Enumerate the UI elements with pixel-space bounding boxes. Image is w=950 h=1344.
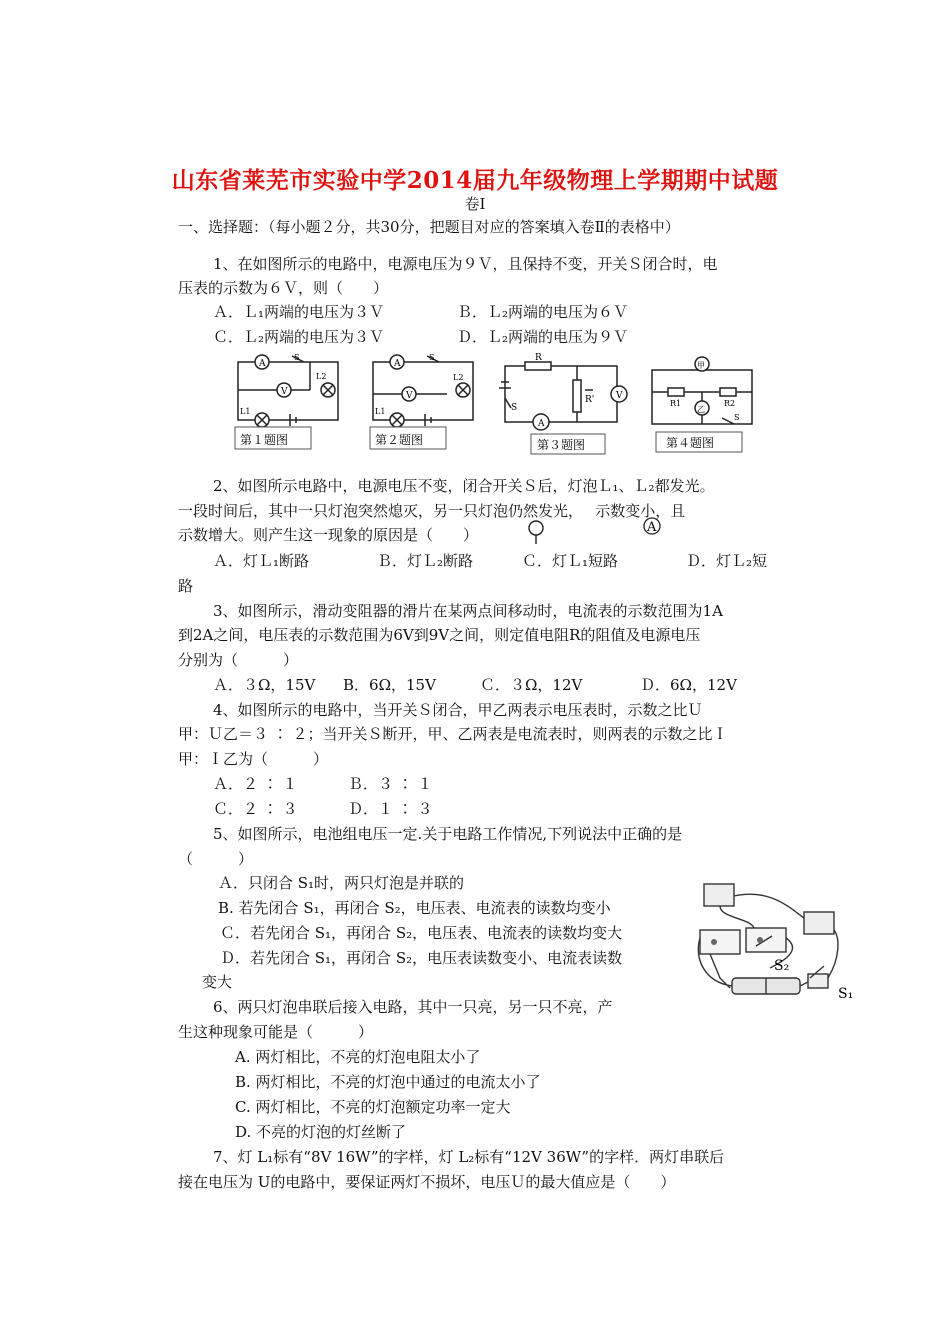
q4-option-d: Ｄ．１ ∶ ３ [348,800,433,818]
svg-text:A: A [394,359,401,369]
svg-text:A: A [538,419,545,429]
svg-text:R1: R1 [670,399,682,408]
q5-option-a: Ａ．只闭合 S₁时，两只灯泡是并联的 [218,874,465,892]
svg-text:R: R [535,353,542,363]
figure-3-label: 第３题图 [537,438,586,452]
q6-option-d: D. 不亮的灯泡的灯丝断了 [235,1123,407,1141]
q6-option-b: B. 两灯相比，不亮的灯泡中通过的电流太小了 [235,1073,541,1091]
svg-text:A: A [647,520,657,535]
q2-option-d-cont: 路 [178,577,194,595]
volume-label: 卷Ⅰ [464,195,486,213]
q6-line2: 生这种现象可能是（ ） [178,1023,374,1041]
svg-text:甲: 甲 [697,361,705,370]
svg-text:L1: L1 [375,407,386,416]
q4-line2: 甲：Ｕ乙＝３ ∶ ２；当开关Ｓ断开，甲、乙两表是电流表时，则两表的示数之比Ｉ [178,725,728,743]
q7-line2: 接在电压为 U的电路中，要保证两灯不损坏，电压Ｕ的最大值应是（ ） [178,1173,676,1191]
svg-text:L2: L2 [453,373,464,382]
figure-5-s1-label: S₁ [838,986,854,1002]
q6-option-a: A. 两灯相比，不亮的灯泡电阻太小了 [235,1048,481,1066]
ammeter-icon [642,516,662,536]
figure-1-label: 第１题图 [240,433,289,447]
svg-text:S: S [734,413,740,422]
q4-option-c: Ｃ．２ ∶ ３ [213,800,298,818]
q5-option-c: Ｃ．若先闭合 S₁，再闭合 S₂，电压表、电流表的读数均变大 [220,924,623,942]
q4-option-b: Ｂ．３ ∶ １ [348,775,433,793]
svg-text:V: V [281,387,288,397]
q6-line1: 6、两只灯泡串联后接入电路，其中一只亮，另一只不亮，产 [213,998,613,1016]
svg-text:S: S [429,353,435,362]
q6-option-c: C. 两灯相比，不亮的灯泡额定功率一定大 [235,1098,511,1116]
q5-line1: 5、如图所示，电池组电压一定.关于电路工作情况,下列说法中正确的是 [213,825,683,843]
voltmeter-bulb-icon [526,518,546,546]
q7-line1: 7、灯 L₁标有“8V 16W”的字样，灯 L₂标有“12V 36W”的字样．两灯串联后 [213,1148,725,1166]
q2-line1: 2、如图所示电路中，电源电压不变，闭合开关Ｓ后，灯泡Ｌ₁、Ｌ₂都发光。 [213,477,715,495]
q2-option-c: Ｃ．灯Ｌ₁短路 [522,552,619,570]
figure-2-label: 第２题图 [375,433,424,447]
figure-5-s2-label: S₂ [774,958,790,974]
svg-text:S: S [511,403,518,413]
page-title: 山东省莱芜市实验中学2014届九年级物理上学期期中试题 [171,167,779,194]
svg-text:V: V [406,391,413,401]
q2-option-b: Ｂ．灯Ｌ₂断路 [377,552,474,570]
svg-text:A: A [259,359,266,369]
q1-line1: 1、在如图所示的电路中，电源电压为９Ｖ，且保持不变，开关Ｓ闭合时，电 [213,255,718,273]
q3-line2: 到2A之间，电压表的示数范围为6V到9V之间，则定值电阻R的阻值及电源电压 [178,626,701,644]
figure-4-circuit [648,354,758,454]
figure-5-circuit [690,878,862,1010]
q3-option-a: Ａ．３Ω，15V [213,676,316,694]
q3-option-c: Ｃ．３Ω，12V [480,676,583,694]
svg-text:L2: L2 [316,372,327,381]
q5-line2: （ ） [178,850,254,868]
q1-option-c: Ｃ．Ｌ₂两端的电压为３Ｖ [213,328,385,346]
q2-line2: 一段时间后，其中一只灯泡突然熄灭，另一只灯泡仍然发光， 示数变小，且 [178,502,686,520]
q3-line1: 3、如图所示，滑动变阻器的滑片在某两点间移动时，电流表的示数范围为1A [213,602,723,620]
svg-text:V: V [616,391,623,401]
figure-3-circuit [497,350,631,455]
q1-line2: 压表的示数为６Ｖ，则（ ） [178,279,389,297]
svg-text:R2: R2 [724,399,736,408]
q3-option-b: B．6Ω，15V [343,676,436,694]
q2-option-d: Ｄ．灯Ｌ₂短 [686,552,768,570]
q4-line3: 甲：Ｉ乙为（ ） [178,750,329,768]
q5-option-b: B. 若先闭合 S₁，再闭合 S₂，电压表、电流表的读数均变小 [218,899,611,917]
q1-option-a: Ａ．Ｌ₁两端的电压为３Ｖ [213,303,385,321]
q3-option-d: Ｄ．6Ω，12V [640,676,737,694]
q5-option-d-cont: 变大 [202,973,233,991]
figure-1-circuit [232,352,350,452]
section-heading: 一、选择题：（每小题２分，共30分，把题目对应的答案填入卷Ⅱ的表格中） [178,218,680,236]
q2-option-a: Ａ．灯Ｌ₁断路 [213,552,310,570]
q2-line3: 示数增大。则产生这一现象的原因是（ ） [178,526,479,544]
svg-text:R': R' [585,395,595,405]
q4-option-a: Ａ．２ ∶ １ [213,775,298,793]
svg-text:S: S [294,353,300,362]
q5-option-d: Ｄ．若先闭合 S₁，再闭合 S₂，电压表读数变小、电流表读数 [220,949,623,967]
q4-line1: 4、如图所示的电路中，当开关Ｓ闭合，甲乙两表示电压表时，示数之比Ｕ [213,701,703,719]
figure-2-circuit [367,352,485,452]
svg-text:乙: 乙 [697,405,705,414]
figure-4-label: 第４题图 [666,436,715,450]
q3-line3: 分别为（ ） [178,651,299,669]
svg-text:L1: L1 [240,407,251,416]
q1-option-b: Ｂ．Ｌ₂两端的电压为６Ｖ [457,303,629,321]
q1-option-d: Ｄ．Ｌ₂两端的电压为９Ｖ [457,328,629,346]
